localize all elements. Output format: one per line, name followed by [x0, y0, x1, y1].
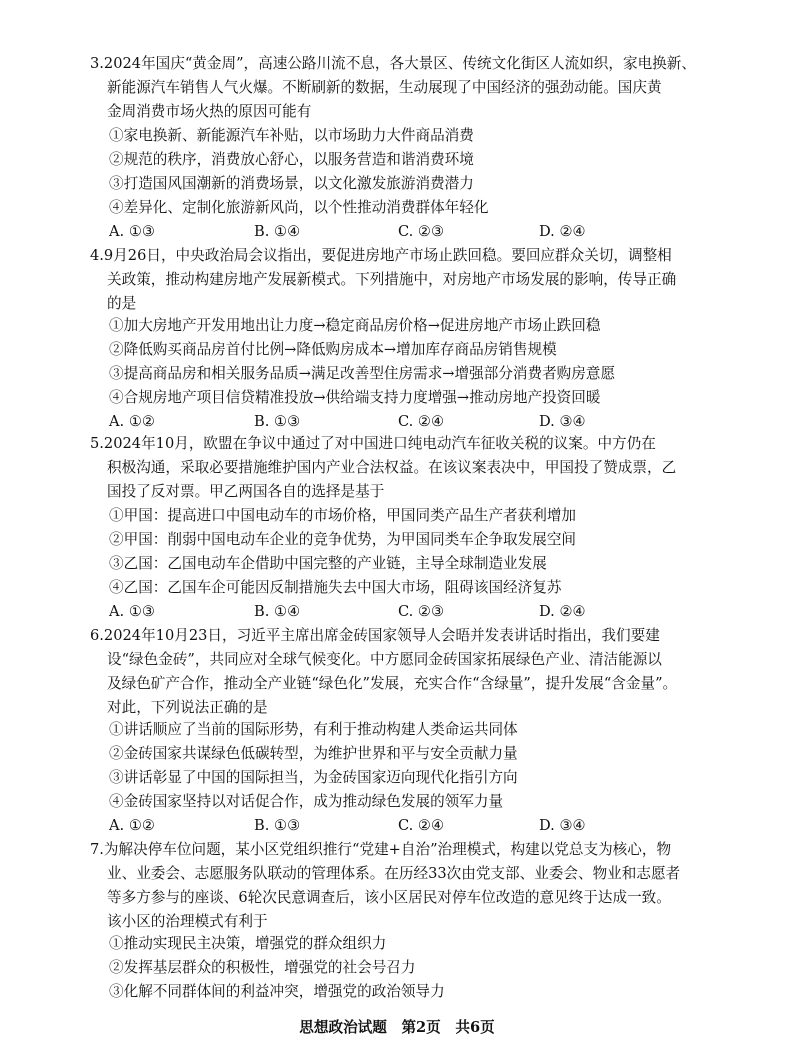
- choice-c[interactable]: C. ②③: [398, 223, 445, 240]
- stem-line: 国投了反对票。甲乙两国各自的选择是基于: [107, 483, 385, 500]
- statement-item: ④合规房地产项目信贷精准投放→供给端支持力度增强→推动房地产投资回暖: [109, 389, 601, 406]
- stem-line: 及绿色矿产合作，推动全产业链“绿色化”发展，充实合作“含绿量”，提升发展“含金量”。: [107, 675, 678, 692]
- choice-d[interactable]: D. ②④: [539, 603, 586, 620]
- statement-item: ①甲国：提高进口中国电动车的市场价格，甲国同类产品生产者获利增加: [109, 507, 577, 524]
- choice-b[interactable]: B. ①④: [254, 603, 301, 620]
- choice-a[interactable]: A. ①③: [109, 603, 155, 620]
- stem-line: 该小区的治理模式有利于: [107, 913, 268, 930]
- statement-item: ②降低购买商品房首付比例→降低购房成本→增加库存商品房销售规模: [109, 341, 557, 358]
- answer-choices: [109, 410, 669, 434]
- answer-choices: [109, 220, 669, 244]
- answer-choices: [109, 600, 669, 624]
- choice-a[interactable]: A. ①②: [109, 817, 155, 834]
- statement-item: ④乙国：乙国车企可能因反制措施失去中国大市场，阻碍该国经济复苏: [109, 579, 562, 596]
- question-stem: [90, 432, 730, 504]
- stem-line: 新能源汽车销售人气火爆。不断刷新的数据，生动展现了中国经济的强劲动能。国庆黄: [107, 79, 662, 96]
- stem-line: 关政策，推动构建房地产发展新模式。下列措施中，对房地产市场发展的影响，传导正确: [107, 271, 677, 288]
- statement-item: ④金砖国家坚持以对话促合作，成为推动绿色发展的领军力量: [109, 793, 504, 810]
- statement-item: ③讲话彰显了中国的国际担当，为金砖国家迈向现代化指引方向: [109, 769, 518, 786]
- stem-line: 7.为解决停车位问题，某小区党组织推行“党建+自治”治理模式，构建以党总支为核心，物: [90, 841, 672, 858]
- statement-item: ④差异化、定制化旅游新风尚，以个性推动消费群体年轻化: [109, 199, 489, 216]
- choice-a[interactable]: A. ①③: [109, 223, 155, 240]
- choice-d[interactable]: D. ②④: [539, 223, 586, 240]
- statement-item: ①加大房地产开发用地出让力度→稳定商品房价格→促进房地产市场止跌回稳: [109, 317, 601, 334]
- stem-line: 业、业委会、志愿服务队联动的管理体系。在历经33次由党支部、业委会、物业和志愿者: [107, 865, 681, 882]
- choice-a[interactable]: A. ①②: [109, 413, 155, 430]
- stem-line: 设“绿色金砖”，共同应对全球气候变化。中方愿同金砖国家拓展绿色产业、清洁能源以: [107, 651, 662, 668]
- statement-item: ②规范的秩序，消费放心舒心，以服务营造和谐消费环境: [109, 151, 474, 168]
- choice-b[interactable]: B. ①③: [254, 413, 301, 430]
- statement-item: ③提高商品房和相关服务品质→满足改善型住房需求→增强部分消费者购房意愿: [109, 365, 616, 382]
- choice-d[interactable]: D. ③④: [539, 817, 586, 834]
- choice-b[interactable]: B. ①④: [254, 223, 301, 240]
- question-stem: [90, 838, 730, 934]
- page-footer: 思想政治试题 第2页 共6页: [299, 1019, 495, 1036]
- stem-line: 4.9月26日，中央政治局会议指出，要促进房地产市场止跌回稳。要回应群众关切，调整相: [90, 247, 672, 264]
- choice-b[interactable]: B. ①③: [254, 817, 301, 834]
- choice-c[interactable]: C. ②④: [398, 817, 445, 834]
- answer-choices: [109, 814, 669, 838]
- statement-item: ①讲话顺应了当前的国际形势，有利于推动构建人类命运共同体: [109, 721, 518, 738]
- question-stem: [90, 624, 730, 720]
- statement-item: ③乙国：乙国电动车企借助中国完整的产业链，主导全球制造业发展: [109, 555, 547, 572]
- statement-item: ③打造国风国潮新的消费场景，以文化激发旅游消费潜力: [109, 175, 474, 192]
- statement-item: ①推动实现民主决策，增强党的群众组织力: [109, 935, 387, 952]
- statement-item: ①家电换新、新能源汽车补贴，以市场助力大件商品消费: [109, 127, 474, 144]
- stem-line: 金周消费市场火热的原因可能有: [107, 103, 312, 120]
- stem-line: 3.2024年国庆“黄金周”，高速公路川流不息，各大景区、传统文化街区人流如织，家电换新、: [90, 55, 696, 72]
- question-stem: [90, 244, 730, 316]
- stem-line: 5.2024年10月，欧盟在争议中通过了对中国进口纯电动汽车征收关税的议案。中方仍在: [90, 435, 656, 452]
- stem-line: 6.2024年10月23日，习近平主席出席金砖国家领导人会晤并发表讲话时指出，我们要建: [90, 627, 660, 644]
- choice-d[interactable]: D. ③④: [539, 413, 586, 430]
- choice-c[interactable]: C. ②③: [398, 603, 445, 620]
- choice-c[interactable]: C. ②④: [398, 413, 445, 430]
- stem-line: 积极沟通，采取必要措施维护国内产业合法权益。在该议案表决中，甲国投了赞成票，乙: [107, 459, 677, 476]
- statement-item: ②甲国：削弱中国电动车企业的竞争优势，为甲国同类车企争取发展空间: [109, 531, 577, 548]
- stem-line: 的是: [107, 295, 137, 312]
- stem-line: 对此，下列说法正确的是: [107, 699, 268, 716]
- statement-item: ③化解不同群体间的利益冲突，增强党的政治领导力: [109, 983, 445, 1000]
- statement-item: ②金砖国家共谋绿色低碳转型，为维护世界和平与安全贡献力量: [109, 745, 518, 762]
- stem-line: 等多方参与的座谈、6轮次民意调查后，该小区居民对停车位改造的意见终于达成一致。: [107, 889, 671, 906]
- statement-item: ②发挥基层群众的积极性，增强党的社会号召力: [109, 959, 416, 976]
- question-stem: [90, 52, 730, 124]
